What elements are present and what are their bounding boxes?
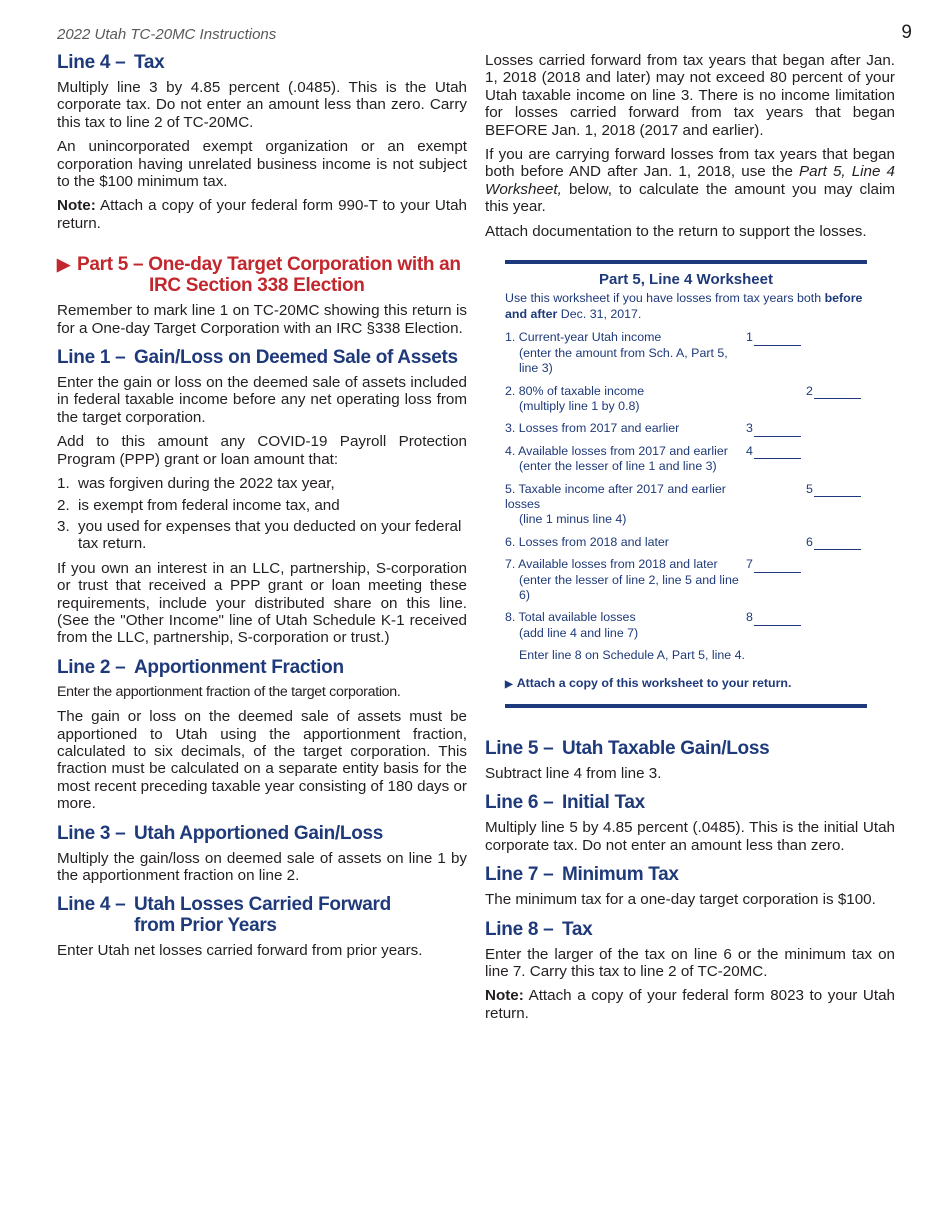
row-text: 1. Current-year Utah income [505,330,662,345]
worksheet-title: Part 5, Line 4 Worksheet [599,271,773,289]
left-column [57,52,467,967]
item-number: 1. [57,475,70,493]
line8-paragraph: Enter the larger of the tax on line 6 or the minimum tax on line 7. Carry this tax to line 2 of TC-20MC. [485,945,895,981]
heading-label: Line 4 – [57,52,126,73]
row-subtext: (enter the lesser of line 1 and line 3) [519,459,717,474]
ppp-conditions-list [57,475,467,553]
line7-heading [485,864,895,885]
entry-box[interactable] [806,535,862,550]
note-text: Attach a copy of your federal form 8023 to your Utah return. [485,987,895,1022]
heading-label: Line 4 – [57,894,126,916]
item-text: was forgiven during the 2022 tax year, [78,475,335,493]
line1-heading [57,347,467,368]
text-part: below, to calculate the amount you may claim this year. [485,180,895,216]
entry-box[interactable] [746,421,802,436]
heading-label: Line 2 – [57,656,126,678]
entry-box[interactable] [746,557,802,572]
line3-paragraph: Multiply the gain/loss on deemed sale of assets on line 1 by the apportionment fraction on line 2. [57,849,467,884]
worksheet-row [505,535,867,550]
item-number: 2. [57,496,70,514]
worksheet-name: Part 5, Line 4 Worksheet, [485,163,895,198]
line4-losses-heading [57,894,467,936]
line2-paragraph-1: Enter the apportionment fraction of the target corporation. [57,683,401,700]
heading-label: Line 1 – [57,347,126,369]
documentation-paragraph: Attach documentation to the return to support the losses. [485,222,867,240]
row-subtext: (add line 4 and line 7) [519,625,639,640]
entry-line [814,386,861,399]
worksheet-intro [505,291,867,322]
entry-line [754,424,801,437]
line4-losses-paragraph: Enter Utah net losses carried forward from prior years. [57,942,423,960]
heading-label: Line 7 – [485,864,554,886]
heading-title: Apportionment Fraction [134,656,344,678]
box-number: 3 [746,421,753,436]
line4-tax-paragraph-2: An unincorporated exempt organization or an exempt corporation having unrelated business income is not subject to the $100 minimum tax. [57,138,467,191]
entry-box[interactable] [746,444,802,459]
worksheet-row [505,330,867,376]
entry-line [754,613,801,626]
box-number: 2 [806,383,813,398]
box-number: 8 [746,610,753,625]
heading-title: Tax [562,918,593,940]
line4-tax-paragraph-1: Multiply line 3 by 4.85 percent (.0485). This is the Utah corporate tax. Do not enter an amount less than zero. Carry this tax to line 2 of TC-20MC. [57,79,467,131]
row-text: 5. Taxable income after 2017 and earlier losses [505,481,726,511]
part5-title-line2: IRC Section 338 Election [149,275,365,297]
heading-label: Line 3 – [57,822,126,844]
heading-title: Tax [134,52,165,73]
line8-note [485,987,895,1022]
list-item [57,475,467,492]
row-subtext: (enter the amount from Sch. A, Part 5, line 3) [519,345,728,376]
entry-line [754,333,801,346]
worksheet-row [505,482,867,528]
row-subtext: (enter the lesser of line 2, line 5 and line 6) [519,572,739,602]
row-text: 6. Losses from 2018 and later [505,534,669,549]
part5-title-line1: Part 5 – One-day Target Corporation with an [77,254,461,276]
entry-line [814,537,861,550]
heading-label: Line 6 – [485,792,554,814]
page-number: 9 [901,22,912,43]
row-subtext: (line 1 minus line 4) [519,512,627,527]
text-part: before and after [505,291,863,321]
worksheet-reference-paragraph [485,146,895,216]
entry-box[interactable] [806,482,862,497]
line6-paragraph: Multiply line 5 by 4.85 percent (.0485). This is the initial Utah corporate tax. Do not enter an amount less than zero. [485,819,895,854]
worksheet-row [505,384,867,415]
heading-title: Gain/Loss on Deemed Sale of Assets [134,347,458,369]
item-text: is exempt from federal income tax, and [78,496,340,514]
entry-box[interactable] [806,384,862,399]
heading-title-line1: Utah Losses Carried Forward [134,894,391,916]
triangle-bullet-icon: ▶ [505,678,513,690]
note-text: Attach a copy of your federal form 990-T to your Utah return. [57,197,467,232]
item-number: 3. [57,517,70,535]
entry-box[interactable] [746,330,802,345]
entry-line [814,484,861,497]
worksheet-row [505,557,867,603]
text-part: Dec. 31, 2017. [560,306,642,321]
line1-paragraph-3: If you own an interest in an LLC, partnership, S-corporation or trust that received a PPP grant or loan meeting these requirements, include your distributed share on this line. (See the "Other Income" line of Utah Schedule K-1 received from the LLC, partnership, S-corporation or trust.) [57,559,467,647]
entry-box[interactable] [746,610,802,625]
heading-title: Utah Taxable Gain/Loss [562,738,770,759]
line6-heading [485,792,895,813]
running-header: 2022 Utah TC-20MC Instructions [57,26,277,43]
part5-line4-worksheet [505,260,867,708]
line1-paragraph-2: Add to this amount any COVID-19 Payroll Protection Program (PPP) grant or loan amount that: [57,433,467,468]
box-number: 6 [806,534,813,549]
part5-heading [57,254,467,296]
row-text: 8. Total available losses [505,610,636,625]
box-number: 1 [746,330,753,345]
line8-heading [485,919,895,940]
worksheet-row [505,444,867,475]
heading-title: Minimum Tax [562,864,679,886]
line3-heading [57,823,467,844]
line5-paragraph: Subtract line 4 from line 3. [485,765,662,782]
box-number: 7 [746,557,753,572]
note-label: Note: [485,987,524,1005]
line7-paragraph: The minimum tax for a one-day target corporation is $100. [485,891,876,909]
line5-heading [485,738,895,759]
list-item [57,518,467,553]
entry-line [754,560,801,573]
heading-label: Line 5 – [485,738,554,759]
losses-limit-paragraph: Losses carried forward from tax years that began after Jan. 1, 2018 (2018 and later) may not exceed 80 percent of your Utah taxable income on line 3. There is no income limitation for losses carried forward from tax years that began BEFORE Jan. 1, 2018 (2017 and earlier). [485,52,895,139]
heading-title-line2: from Prior Years [134,915,277,937]
worksheet-enter-note: Enter line 8 on Schedule A, Part 5, line 4. [519,648,745,663]
heading-title: Utah Apportioned Gain/Loss [134,822,384,844]
heading-label: Line 8 – [485,918,554,940]
line2-heading [57,657,467,678]
row-text: 2. 80% of taxable income [505,383,645,398]
line1-paragraph-1: Enter the gain or loss on the deemed sale of assets included in federal taxable income before any net operating loss from the target corporation. [57,374,467,426]
item-text: you used for expenses that you deducted on your federal tax return. [78,517,462,553]
attach-text: Attach a copy of this worksheet to your return. [516,675,792,690]
row-text: 3. Losses from 2017 and earlier [505,421,680,436]
line4-tax-heading [57,52,467,73]
worksheet-row [505,421,867,436]
note-label: Note: [57,197,96,215]
worksheet-attach-note [505,676,867,692]
line4-tax-note [57,197,467,232]
row-subtext: (multiply line 1 by 0.8) [519,398,640,413]
triangle-bullet-icon: ▶ [57,255,70,275]
line2-paragraph-2: The gain or loss on the deemed sale of assets must be apportioned to Utah using the apportionment fraction, calculated to six decimals, of the target corporation. This fraction must be calculated on a separate entity basis for the most recent preceding taxable year consisting of 180 days or more. [57,708,467,813]
list-item [57,497,467,514]
heading-title: Initial Tax [562,792,645,814]
row-text: 4. Available losses from 2017 and earlier [505,443,728,458]
text-part: If you are carrying forward losses from tax years that began both before AND after Jan. 1, 2018, use the [485,146,895,181]
right-column [485,52,895,1029]
text-part: Use this worksheet if you have losses from tax years both [505,291,822,306]
entry-line [754,446,801,459]
worksheet-row [505,610,867,641]
part5-paragraph: Remember to mark line 1 on TC-20MC showing this return is for a One-day Target Corporation with an IRC §338 Election. [57,302,467,337]
box-number: 4 [746,443,753,458]
row-text: 7. Available losses from 2018 and later [505,557,718,572]
box-number: 5 [806,481,813,496]
